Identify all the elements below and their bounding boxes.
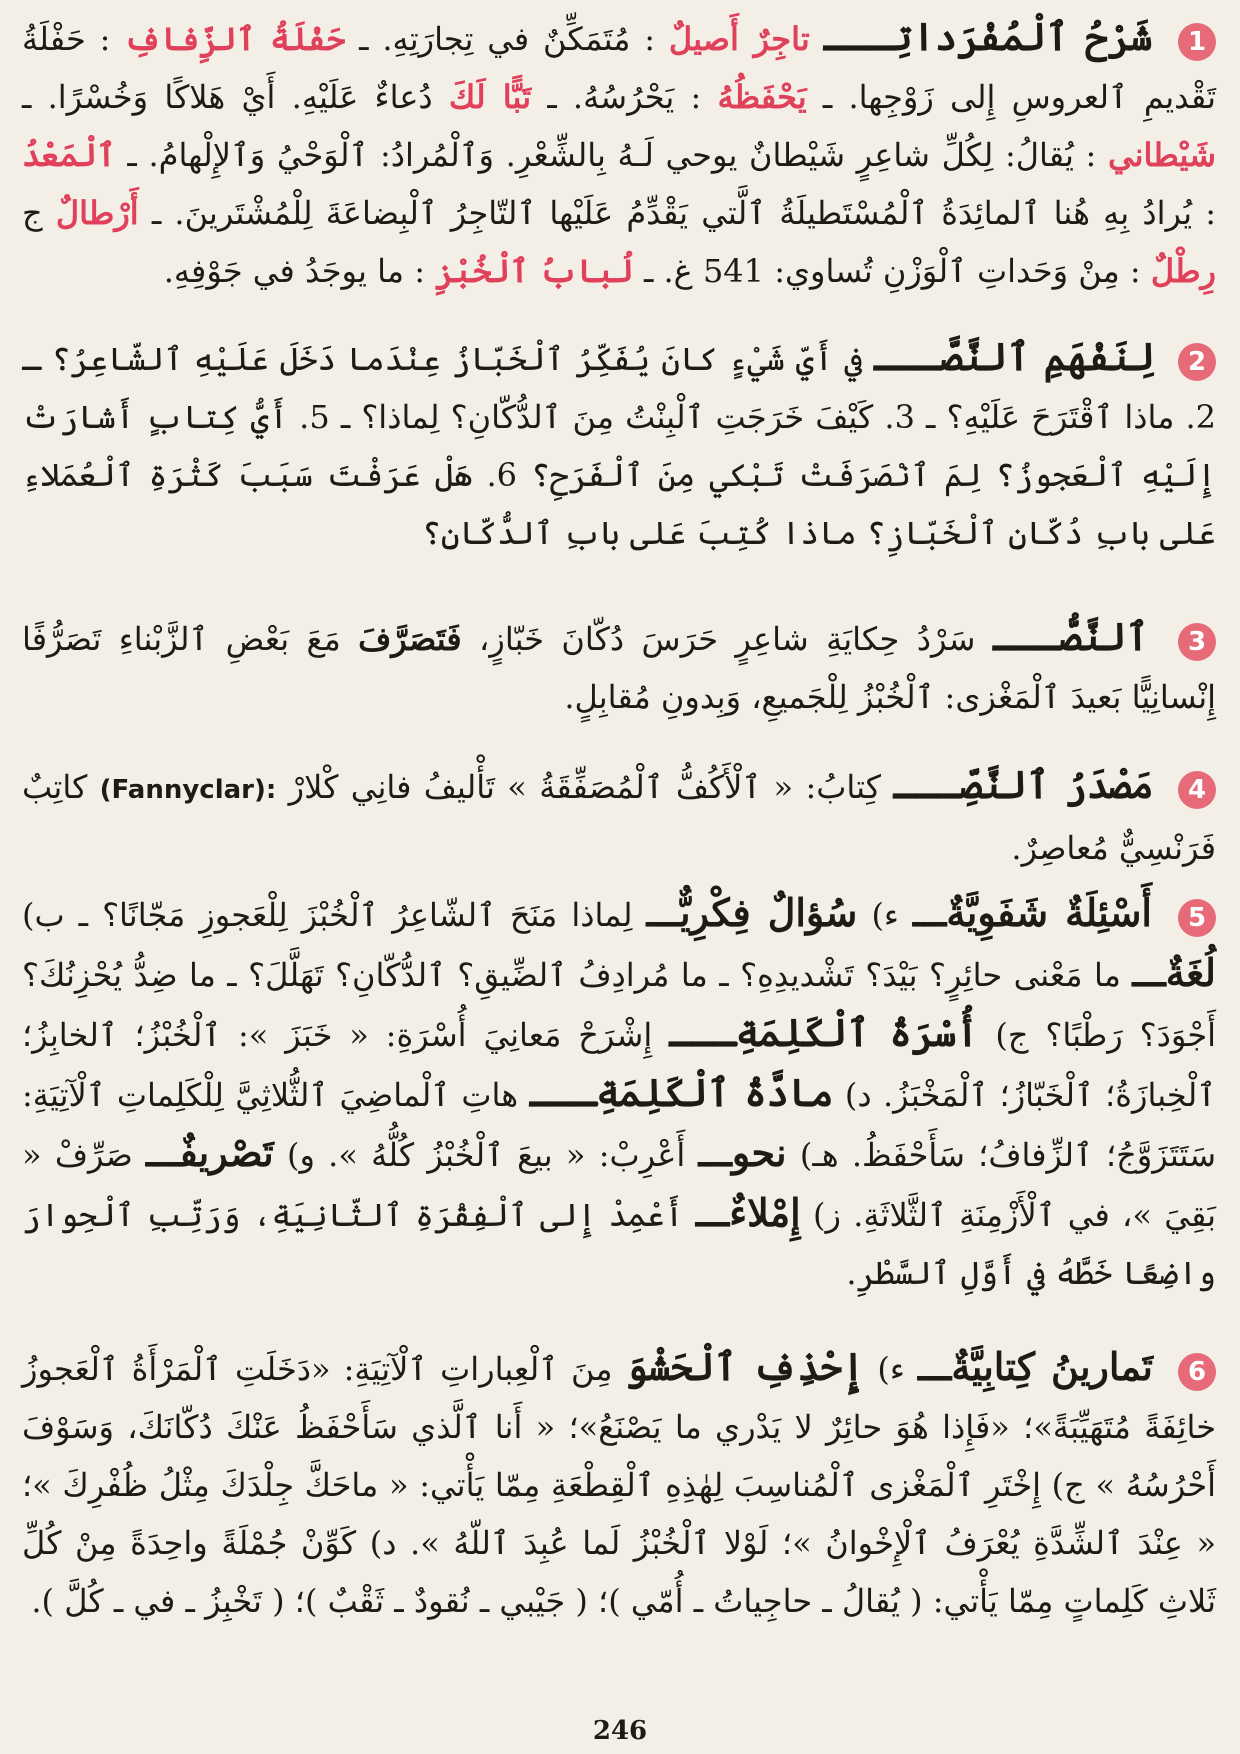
- item-title: لُغَةٌ: [1165, 950, 1217, 995]
- oral-questions-paragraph: [22, 884, 1216, 1302]
- item-letter: ج): [995, 1016, 1029, 1054]
- item-letter: ء): [871, 896, 899, 934]
- definition: دُعاءٌ عَلَيْهِ. أَيْ هَلاكًا وَخُسْرًا. ـ: [22, 78, 433, 116]
- item-text: هاتِ ٱلْماضِيَ ٱلثُّلاثِيَّ لِلْكَلِماتِ ٱلْآتِيَةِ: سَتَتَزَوَّجُ؛ ٱلزِّفافُ؛ سَأَحْفَظُ.: [22, 1076, 1216, 1174]
- comprehension-paragraph: [22, 328, 1216, 562]
- item-text: صَرِّفْ « بَقِيَ »، في ٱلْأَزْمِنَةِ ٱلثَّلاثَةِ.: [22, 1136, 1217, 1234]
- section-title: لِنَفْهَمِ ٱلنَّصَّ: [940, 334, 1156, 379]
- item-text: كَوِّنْ جُمْلَةً واحِدَةً مِنْ كُلِّ ثَلاثِ كَلِماتٍ مِمّا يَأْتي: ( يُقالُ ـ حاجِياتُ ـ أُمّي )؛ ( جَيْبي ـ نُقودٌ ـ ثَقْبٌ )؛ ( تَخْبِزُ ـ في ـ كُلَّ ).: [22, 1524, 1216, 1620]
- item-letter: د): [844, 1076, 872, 1114]
- term: يَحْفَظُهُ: [717, 78, 807, 116]
- section-number-badge: 4: [1178, 771, 1216, 809]
- definition: : ما يوجَدُ في جَوْفِهِ.: [163, 252, 425, 290]
- item-letter: هـ): [799, 1136, 839, 1174]
- section-comprehension: [22, 328, 1216, 562]
- title-dash: ـــ: [1132, 950, 1166, 995]
- title-dash: ـــ: [823, 14, 891, 59]
- term: تَبًّا لَكَ: [448, 78, 532, 116]
- section-title: تَمارينُ كِتابِيَّةٌ: [951, 1344, 1153, 1389]
- term: ٱلْمَعْدُ: [22, 136, 116, 174]
- definition: : يَحْرُسُهُ. ـ: [547, 78, 702, 116]
- item-title: تَصْريفٌ: [179, 1130, 274, 1175]
- item-letter: د): [369, 1524, 397, 1562]
- title-dash: ـــ: [913, 890, 947, 935]
- source-text: كاتِبٌ فَرَنْسِيٌّ مُعاصِرٌ.: [22, 768, 1216, 867]
- title-dash: ـــ: [873, 334, 941, 379]
- item-text: مِنَ ٱلْعِباراتِ ٱلْآتِيَةِ: «دَخَلَتِ ٱلْمَرْأَةُ ٱلْعَجوزُ خائِفَةً مُتَهَيِّبَةً»؛ «فَإِذا هُوَ حائِرٌ لا يَدْري ما يَصْنَعُ»؛ « أَنا ٱلَّذي سَأَحْفَظُ عَنْكَ دُكّانَكَ، وَسَوْفَ أَحْرُسُهُ »: [22, 1350, 1217, 1504]
- section-title: شَرْحُ ٱلْمُفْرَداتِ: [890, 14, 1153, 59]
- section-title: أَسْئِلَةٌ شَفَوِيَّةٌ: [946, 890, 1152, 935]
- bold-word: فَتَصَرَّفَ: [358, 620, 462, 658]
- item-text: أَعْمِدْ إِلى ٱلْفِقْرَةِ ٱلثّانِيَةِ، وَرَتِّبِ ٱلْحِوارَ واضِعًا خَطَّهُ في أَوَّلِ ٱلسَّطْرِ.: [22, 1196, 1216, 1292]
- questions-text: في أَيِّ شَيْءٍ كانَ يُفَكِّرُ ٱلْخَبّازُ عِنْدَما دَخَلَ عَلَيْهِ ٱلشّاعِرُ؟ ـ 2. ماذا ٱقْتَرَحَ عَلَيْهِ؟ ـ 3. كَيْفَ خَرَجَتِ ٱلْبِنْتُ مِنَ ٱلدُّكّانِ؟ لِماذا؟ ـ 5. أَيُّ كِتابٍ أَشارَتْ إِلَيْهِ ٱلْعَجوزُ؟ لِمَ ٱنْصَرَفَتْ تَبْكي مِنَ ٱلْفَرَحِ؟ 6. هَلْ عَرَفْتَ سَبَبَ كَثْرَةِ ٱلْعُمَلاءِ عَلى بابِ دُكّانِ ٱلْخَبّازِ؟ ماذا كُتِبَ عَلى بابِ ٱلدُّكّانِ؟: [22, 340, 1217, 552]
- item-letter: ب): [22, 896, 65, 934]
- item-letter: ج): [1051, 1466, 1085, 1504]
- section-oral-questions: [22, 884, 1216, 1302]
- item-letter: ء): [877, 1350, 905, 1388]
- vocabulary-paragraph: [22, 8, 1216, 300]
- summary-text: سَرْدُ حِكايَةِ شاعِرٍ حَرَسَ دُكّانَ خَبّازٍ،: [479, 620, 976, 658]
- definition: : مُتَمَكِّنٌ في تِجارَتِهِ. ـ: [359, 20, 656, 58]
- item-title: أُسْرَةُ ٱلْكَلِمَةِ: [735, 1010, 979, 1055]
- item-text: إِشْرَحْ مَعانِيَ أُسْرَةِ: « خَبَزَ »: ٱلْخُبْزُ؛ ٱلخابِزُ؛ ٱلْخِبازَةُ؛ ٱلْخَبّازُ؛ ٱلْمَخْبَزُ.: [22, 1016, 1217, 1114]
- written-exercises-paragraph: [22, 1338, 1216, 1630]
- definition: : مِنْ وَحَداتِ ٱلْوَزْنِ تُساوي: 541 غ. ـ: [643, 252, 1141, 290]
- item-text: أَعْرِبْ: « بيعَ ٱلْخُبْزُ كُلُّهُ ».: [328, 1136, 686, 1174]
- plural-marker: ج: [22, 194, 43, 232]
- section-title: ٱلنَّصُّ: [1059, 614, 1149, 659]
- item-text: إِخْتَرِ ٱلْمَغْزى ٱلْمُناسِبَ لِهٰذِهِ ٱلْقِطْعَةِ مِمّا يَأْتي: « ماحَكَّ جِلْدَكَ مِثْلُ ظُفْرِكَ »؛ « عِنْدَ ٱلشِّدَّةِ يُعْرَفُ ٱلْإِخْوانُ »؛ لَوْلا ٱلْخُبْزُ لَما عُبِدَ ٱللّهُ ».: [22, 1466, 1217, 1562]
- source-paragraph: [22, 756, 1216, 877]
- definition: : يُرادُ بِهِ هُنا ٱلمائِدَةُ ٱلْمُسْتَطيلَةُ ٱلَّتي يَقْدِّمُ عَلَيْها ٱلتّاجِرُ ٱلْبِضاعَةَ لِلْمُشْتَرينَ. ـ: [151, 194, 1217, 232]
- section-number-badge: 3: [1178, 623, 1216, 661]
- title-dash: ـــ: [669, 1010, 736, 1055]
- title-dash: ـــ: [992, 614, 1060, 659]
- definition: : حَفْلَةُ تَقْديمِ ٱلعروسِ إِلى زَوْجِها. ـ: [22, 20, 1216, 116]
- title-dash: ـــ: [529, 1070, 597, 1115]
- term: لُبابُ ٱلْخُبْزِ: [435, 252, 634, 290]
- section-number-badge: 1: [1178, 23, 1216, 61]
- author-latin-name: (Fannyclar):: [99, 775, 277, 805]
- title-dash: ـــ: [698, 1130, 732, 1175]
- section-title: مَصْدَرُ ٱلنَّصِّ: [960, 762, 1154, 807]
- section-vocabulary: [22, 8, 1216, 300]
- section-source: [22, 756, 1216, 877]
- item-title: مادَّةُ ٱلْكَلِمَةِ: [596, 1070, 834, 1115]
- source-text: كِتابُ: « ٱلْأَكُفُّ ٱلْمُصَفِّقَةُ » تَأْليفُ فانِي كْلارْ: [288, 768, 882, 806]
- title-dash: ـــ: [646, 890, 680, 935]
- item-title: إِمْلاءٌ: [729, 1190, 801, 1235]
- item-title: سُؤالٌ فِكْرِيٌّ: [679, 890, 858, 935]
- item-title: نحو: [731, 1130, 787, 1175]
- title-dash: ـــ: [917, 1344, 952, 1389]
- summary-text: مَعَ بَعْضِ ٱلزَّبْناءِ تَصَرُّفًا إِنْسانِيًّا بَعيدَ ٱلْمَغْزى: ٱلْخُبْزُ لِلْجَميعِ، وَبِدونِ مُقابِلٍ.: [22, 620, 1216, 716]
- text-paragraph: [22, 608, 1216, 726]
- term: شَيْطاني: [1107, 136, 1217, 174]
- term: تاجِرٌ أَصيلٌ: [668, 20, 810, 58]
- term: أَرْطالٌ: [55, 194, 139, 232]
- title-dash: ـــ: [146, 1130, 180, 1175]
- title-dash: ـــ: [893, 762, 961, 807]
- section-number-badge: 5: [1178, 899, 1216, 937]
- item-letter: و): [286, 1136, 315, 1174]
- section-number-badge: 6: [1178, 1353, 1216, 1391]
- term: حَفْلَةُ ٱلزِّفافِ: [124, 20, 346, 58]
- title-dash: ـــ: [695, 1190, 730, 1235]
- item-text: ما مَعْنى حائِرٍ؟ بَيْدَ؟ تَشْديدِهِ؟ ـ ما مُرادِفُ ٱلضِّيقِ؟ ٱلدُّكّانِ؟ تَهَلَّلَ؟ ـ ما ضِدُّ يُحْزِنُكَ؟ أَجْوَدَ؟ رَطْبًا؟: [22, 956, 1217, 1054]
- item-title: إِحْذِفِ ٱلْحَشْوَ: [625, 1344, 865, 1389]
- page-number: 246: [592, 1716, 648, 1746]
- definition: : يُقالُ: لِكُلِّ شاعِرٍ شَيْطانٌ يوحي لَـهُ بِالشِّعْرِ. وَٱلْمُرادُ: ٱلْوَحْيُ وَٱلإِلْهامُ. ـ: [127, 136, 1097, 174]
- section-number-badge: 2: [1178, 343, 1216, 381]
- section-written-exercises: [22, 1338, 1216, 1630]
- section-text: [22, 608, 1216, 726]
- term: رِطْلٌ: [1150, 252, 1216, 290]
- item-letter: ز): [813, 1196, 841, 1234]
- item-text: لِماذا مَنَحَ ٱلشّاعِرُ ٱلْخُبْزَ لِلْعَجوزِ مَجّانًا؟ ـ: [78, 896, 633, 934]
